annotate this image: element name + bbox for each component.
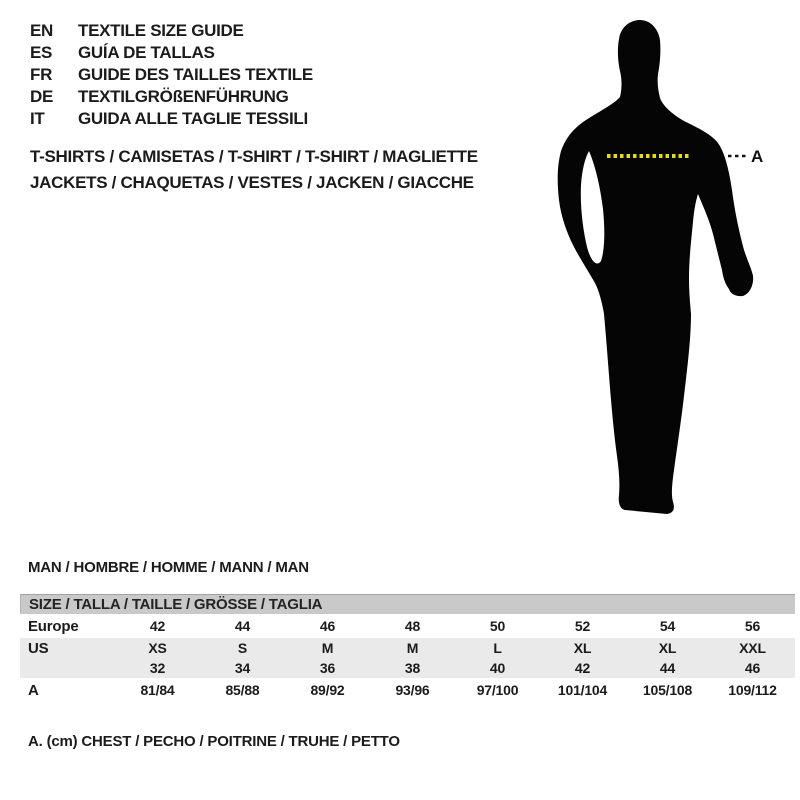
language-row xyxy=(30,20,313,42)
size-cell: 32 xyxy=(149,660,166,676)
size-cell: 52 xyxy=(574,618,591,634)
language-code: EN xyxy=(30,21,54,40)
language-code: DE xyxy=(30,87,54,106)
size-table-header: SIZE / TALLA / TAILLE / GRÖSSE / TAGLIA xyxy=(20,594,795,614)
size-cell: 40 xyxy=(489,660,506,676)
size-cell: M xyxy=(321,640,334,656)
language-code: ES xyxy=(30,43,53,62)
size-cell: XL xyxy=(658,640,677,656)
size-cell: 50 xyxy=(489,618,506,634)
size-cell: 89/92 xyxy=(310,682,345,698)
size-cell: XL xyxy=(573,640,592,656)
language-row xyxy=(30,42,313,64)
size-cell: 105/108 xyxy=(642,682,693,698)
guide-title: GUÍA DE TALLAS xyxy=(78,43,215,62)
language-row xyxy=(30,86,313,108)
size-cell: 42 xyxy=(574,660,591,676)
guide-title: GUIDE DES TAILLES TEXTILE xyxy=(78,65,313,84)
size-cell: 81/84 xyxy=(140,682,175,698)
section-title-man: MAN / HOMBRE / HOMME / MANN / MAN xyxy=(28,559,309,576)
size-cell: 38 xyxy=(404,660,421,676)
garment-categories xyxy=(30,144,478,196)
measure-footnote: A. (cm) CHEST / PECHO / POITRINE / TRUHE / PETTO xyxy=(28,733,400,750)
size-cell: 42 xyxy=(149,618,166,634)
size-cell: 85/88 xyxy=(225,682,260,698)
size-cell: 34 xyxy=(234,660,251,676)
guide-title: GUIDA ALLE TAGLIE TESSILI xyxy=(78,109,308,128)
size-cell: S xyxy=(237,640,248,656)
size-cell: XS xyxy=(148,640,167,656)
language-code: IT xyxy=(30,109,45,128)
language-code: FR xyxy=(30,65,53,84)
language-row xyxy=(30,64,313,86)
man-silhouette xyxy=(525,18,765,518)
row-label: A xyxy=(28,681,39,699)
man-figure xyxy=(525,18,765,518)
size-cell: 101/104 xyxy=(557,682,608,698)
size-cell: 93/96 xyxy=(395,682,430,698)
size-cell: 97/100 xyxy=(476,682,519,698)
size-cell: 44 xyxy=(659,660,676,676)
size-cell: 44 xyxy=(234,618,251,634)
size-cell: L xyxy=(493,640,502,656)
size-table xyxy=(20,594,795,702)
size-cell: 109/112 xyxy=(728,682,777,698)
language-guide xyxy=(30,20,313,130)
size-cell: 48 xyxy=(404,618,421,634)
size-cell: 56 xyxy=(744,618,761,634)
measure-label-a: A xyxy=(751,147,764,166)
table-row-us xyxy=(20,638,795,658)
table-row-chest xyxy=(20,678,795,702)
language-row xyxy=(30,108,313,130)
guide-title: TEXTILGRÖßENFÜHRUNG xyxy=(78,87,289,106)
size-cell: 54 xyxy=(659,618,676,634)
table-row-europe xyxy=(20,614,795,638)
category-line-jackets: JACKETS / CHAQUETAS / VESTES / JACKEN / GIACCHE xyxy=(30,173,474,192)
size-cell: M xyxy=(406,640,419,656)
row-label: Europe xyxy=(28,617,79,635)
size-cell: XXL xyxy=(739,640,766,656)
size-cell: 46 xyxy=(319,618,336,634)
table-row-us-numeric xyxy=(20,658,795,678)
category-line-tshirts: T-SHIRTS / CAMISETAS / T-SHIRT / T-SHIRT / MAGLIETTE xyxy=(30,147,478,166)
size-cell: 46 xyxy=(744,660,761,676)
row-label: US xyxy=(28,639,49,657)
size-cell: 36 xyxy=(319,660,336,676)
guide-title: TEXTILE SIZE GUIDE xyxy=(78,21,244,40)
silhouette-shape xyxy=(558,20,753,514)
